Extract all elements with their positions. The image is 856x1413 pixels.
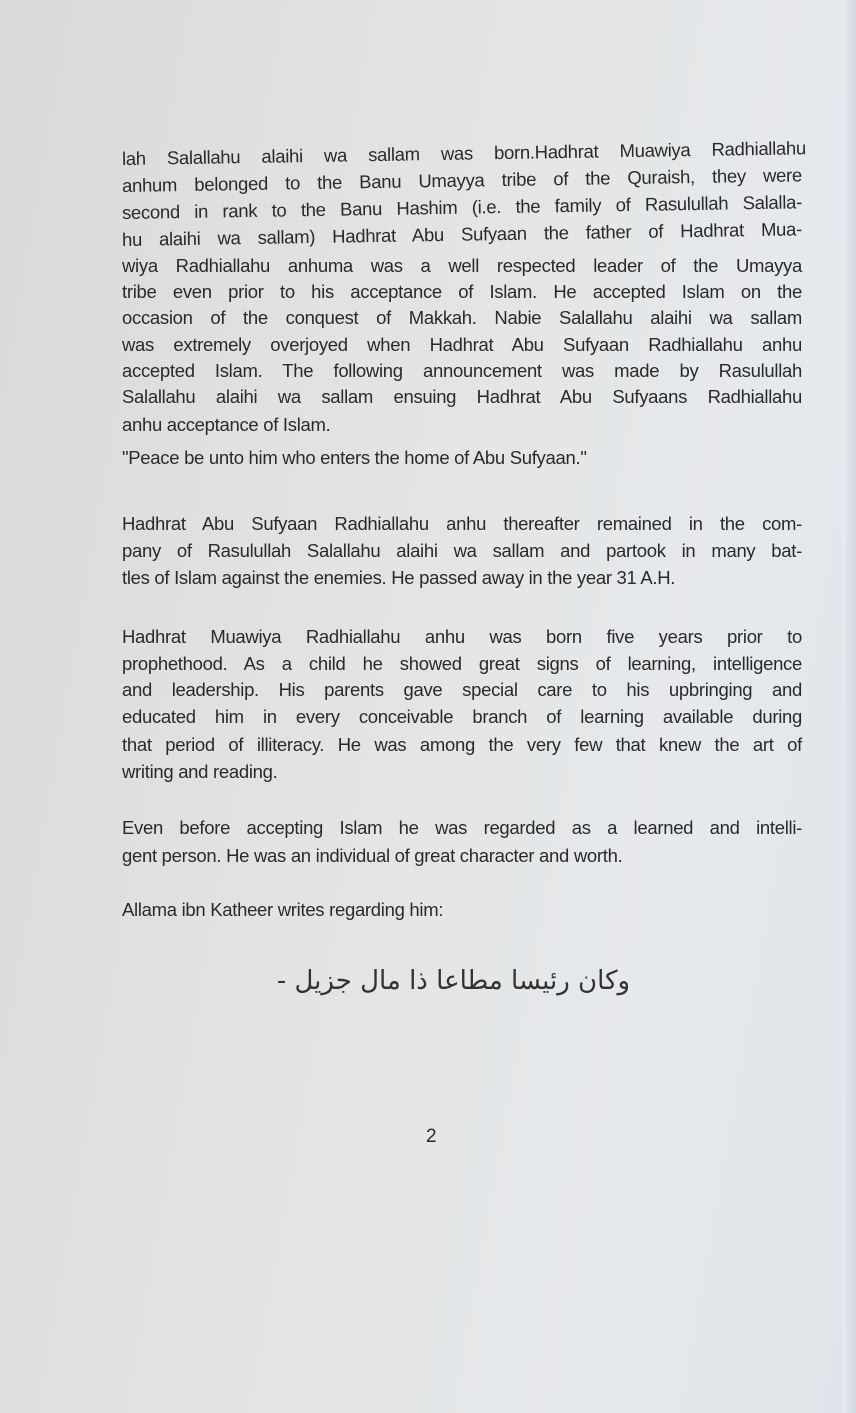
text-line: Allama ibn Katheer writes regarding him: xyxy=(122,899,444,920)
text-line: prophethood. As a child he showed great signs of learning, intelligence xyxy=(122,653,802,674)
text-line: hu alaihi wa sallam) Hadhrat Abu Sufyaan the father of Hadhrat Mua- xyxy=(121,218,803,250)
arabic-quote: وكان رئيسا مطاعا ذا مال جزيل - xyxy=(276,966,630,996)
page-edge xyxy=(842,0,856,1413)
text-line: accepted Islam. The following announcement was made by Rasulullah xyxy=(122,360,802,381)
text-line: pany of Rasulullah Salallahu alaihi wa sallam and partook in many bat- xyxy=(122,540,802,561)
text-line: second in rank to the Banu Hashim (i.e. the family of Rasulullah Salalla- xyxy=(121,191,803,223)
text-line: tribe even prior to his acceptance of Islam. He accepted Islam on the xyxy=(122,281,802,302)
text-line: Hadhrat Abu Sufyaan Radhiallahu anhu thereafter remained in the com- xyxy=(122,513,802,534)
text-line: occasion of the conquest of Makkah. Nabie Salallahu alaihi wa sallam xyxy=(122,307,802,328)
text-line: was extremely overjoyed when Hadhrat Abu Sufyaan Radhiallahu anhu xyxy=(122,334,802,355)
page-number: 2 xyxy=(426,1126,437,1147)
text-line: Even before accepting Islam he was regarded as a learned and intelli- xyxy=(122,817,802,838)
text-line: that period of illiteracy. He was among the very few that knew the art of xyxy=(122,734,802,755)
text-line: and leadership. His parents gave special care to his upbringing and xyxy=(122,679,802,700)
text-line: tles of Islam against the enemies. He passed away in the year 31 A.H. xyxy=(122,567,676,588)
text-line: anhum belonged to the Banu Umayya tribe of the Quraish, they were xyxy=(121,164,803,196)
quote-line: "Peace be unto him who enters the home of Abu Sufyaan." xyxy=(122,447,587,468)
text-line: educated him in every conceivable branch of learning available during xyxy=(122,706,802,727)
text-line: Hadhrat Muawiya Radhiallahu anhu was born five years prior to xyxy=(122,626,802,647)
text-line: wiya Radhiallahu anhuma was a well respected leader of the Umayya xyxy=(122,255,802,276)
text-line: anhu acceptance of Islam. xyxy=(122,414,331,435)
text-line: gent person. He was an individual of great character and worth. xyxy=(122,845,623,866)
text-line: writing and reading. xyxy=(122,761,278,782)
text-line: Salallahu alaihi wa sallam ensuing Hadhrat Abu Sufyaans Radhiallahu xyxy=(122,386,802,407)
text-line: lah Salallahu alaihi wa sallam was born.Hadhrat Muawiya Radhiallahu xyxy=(121,137,807,169)
